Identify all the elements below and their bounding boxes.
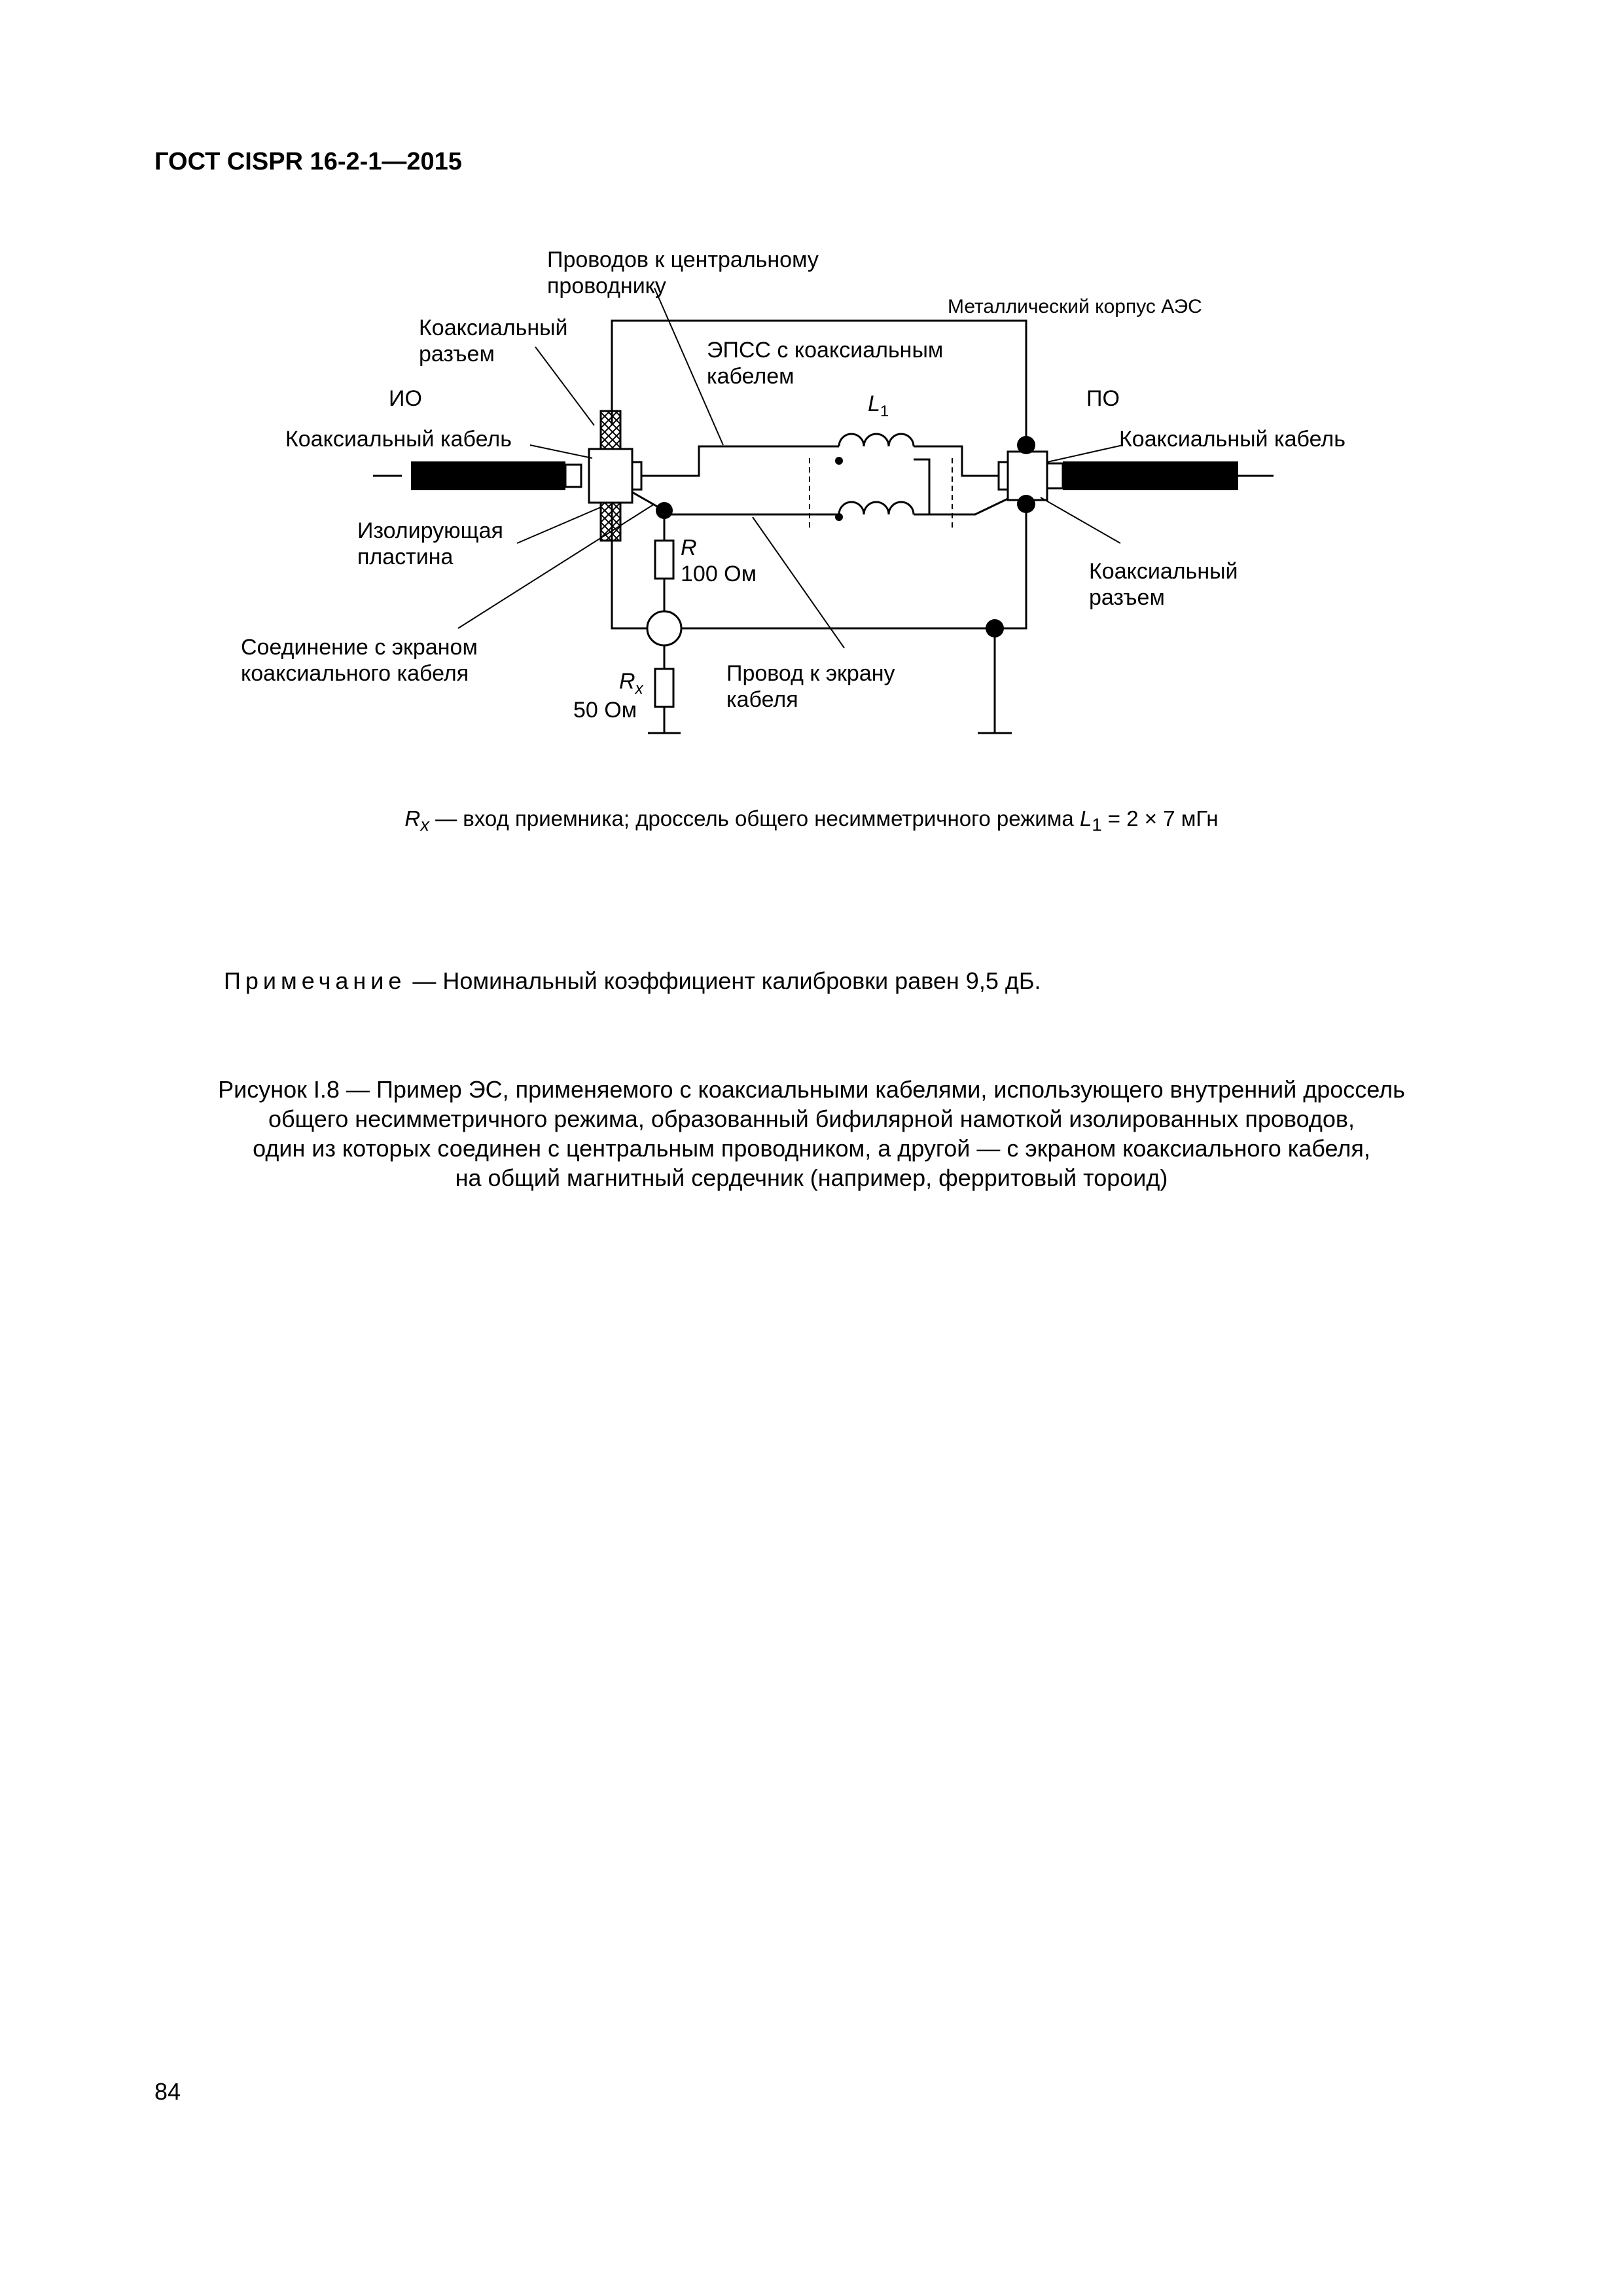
label-shield-conn-1: Соединение с экраном — [241, 635, 478, 660]
shield-node-left — [656, 502, 673, 519]
left-connector-flange — [632, 462, 641, 490]
label-coax-cable-left: Коаксиальный кабель — [285, 427, 512, 452]
note-text: — Номинальный коэффициент калибровки равен 9,5 дБ. — [406, 967, 1041, 994]
label-epss-2: кабелем — [707, 364, 794, 389]
label-r-symbol: R — [681, 535, 697, 560]
label-wire-shield-1: Провод к экрану — [726, 661, 895, 686]
legend-rx-sub: x — [420, 814, 429, 835]
right-coax-cable — [1063, 461, 1238, 490]
caption-line-1: Рисунок I.8 — Пример ЭС, применяемого с коаксиальными кабелями, использующего внутренний дроссель — [218, 1076, 1405, 1103]
leader-coax-connector-left — [535, 347, 594, 425]
left-cable-ferrule — [565, 465, 581, 487]
label-coax-cable-right: Коаксиальный кабель — [1119, 427, 1346, 452]
label-insulating-1: Изолирующая — [357, 518, 503, 543]
right-connector-node-bottom — [1017, 495, 1035, 513]
choke-dashed-boundary — [810, 458, 952, 528]
center-conductor-wire — [641, 446, 999, 476]
resistor-r — [655, 541, 673, 579]
shield-wire-output — [914, 499, 1008, 514]
choke-core — [914, 459, 929, 514]
caption-line-2: общего несимметричного режима, образованный бифилярной намоткой изолированных проводов, — [268, 1105, 1355, 1132]
note-label: Примечание — [224, 967, 406, 994]
label-coax-connector-right-2: разъем — [1089, 585, 1165, 610]
label-rx-symbol: $R_x$ — [619, 669, 643, 698]
right-coax-connector — [1008, 452, 1047, 500]
page-number: 84 — [154, 2078, 181, 2105]
document-header: ГОСТ CISPR 16-2-1—2015 — [154, 148, 462, 175]
label-wires-1: Проводов к центральному — [547, 247, 819, 272]
leader-coax-cable-left — [530, 445, 592, 458]
choke-winding-upper — [839, 434, 914, 446]
label-r-value: 100 Ом — [681, 562, 757, 586]
winding-dot-upper — [835, 457, 843, 465]
insulating-plate-bottom — [601, 503, 620, 541]
legend-l1-symbol: L — [1079, 806, 1092, 831]
choke-winding-lower — [839, 502, 914, 514]
label-wire-shield-2: кабеля — [726, 687, 798, 712]
label-epss-1: ЭПСС с коаксиальным — [707, 338, 944, 363]
left-coax-connector — [589, 449, 632, 503]
legend-rx-symbol: R — [404, 806, 421, 831]
label-coax-connector-left-1: Коаксиальный — [419, 315, 568, 340]
label-coax-connector-left-2: разъем — [419, 342, 495, 367]
label-metal-case: Металлический корпус АЭС — [948, 296, 1202, 317]
legend-l1-sub: 1 — [1092, 814, 1102, 835]
caption-line-3: один из которых соединен с центральным проводником, а другой — с экраном коаксиального кабеля, — [253, 1135, 1370, 1162]
right-cable-ferrule — [1047, 463, 1063, 488]
legend-text-2: = 2 × 7 мГн — [1101, 806, 1219, 831]
resistor-rx — [655, 669, 673, 707]
right-connector-flange — [999, 462, 1008, 490]
label-wires-2: проводнику — [547, 274, 666, 298]
insulating-plate-top — [601, 411, 620, 449]
caption-line-4: на общий магнитный сердечник (например, ферритовый тороид) — [455, 1164, 1168, 1191]
label-rx-value: 50 Ом — [573, 698, 637, 723]
note — [224, 967, 1041, 995]
label-shield-conn-2: коаксиального кабеля — [241, 661, 469, 686]
figure-caption — [0, 1075, 1623, 1193]
winding-dot-lower — [835, 513, 843, 521]
label-po: ПО — [1086, 386, 1120, 411]
leader-insulating — [517, 507, 601, 543]
legend-text-1: — вход приемника; дроссель общего несимметричного режима — [429, 806, 1080, 831]
left-coax-cable — [411, 461, 565, 490]
figure-legend — [0, 806, 1623, 836]
label-insulating-2: пластина — [357, 545, 454, 569]
label-coax-connector-right-1: Коаксиальный — [1089, 559, 1238, 584]
circuit-diagram — [0, 0, 1623, 916]
leader-coax-connector-right — [1041, 497, 1120, 543]
right-connector-node-top — [1017, 436, 1035, 454]
label-l1: $L_1$ — [868, 391, 889, 420]
label-io: ИО — [389, 386, 422, 411]
leader-coax-cable-right — [1047, 445, 1123, 462]
receiver-port-circle — [647, 611, 681, 645]
